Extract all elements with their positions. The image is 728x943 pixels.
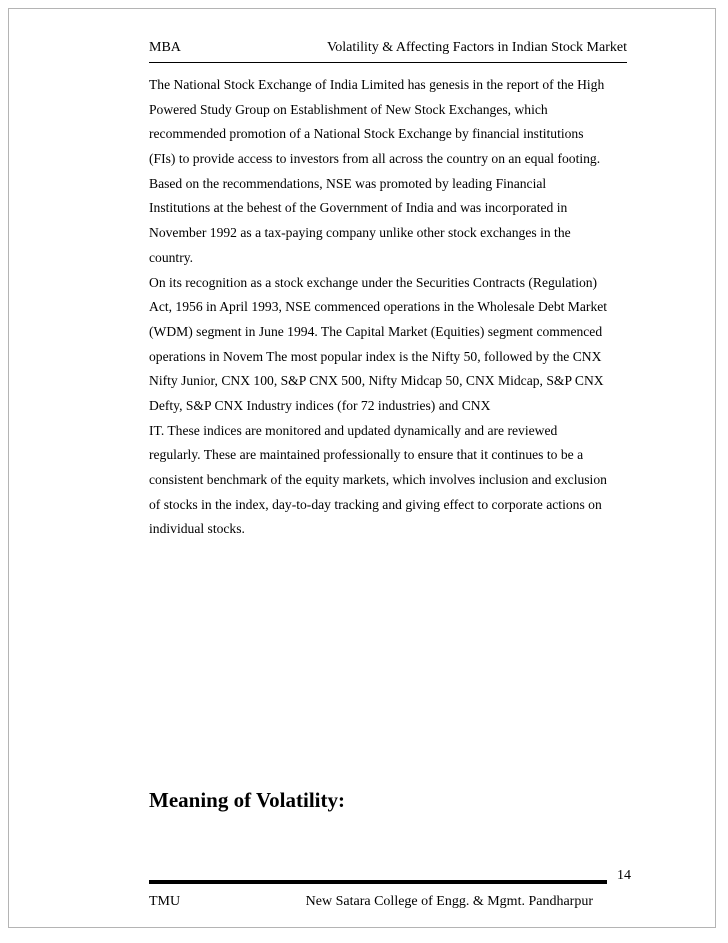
header-course: MBA <box>149 40 181 55</box>
body-line: (WDM) segment in June 1994. The Capital Market (Equities) segment commenced <box>149 323 603 339</box>
footer-university: TMU <box>149 894 181 909</box>
section-heading: Meaning of Volatility: <box>149 788 346 812</box>
body-line: Based on the recommendations, NSE was promoted by leading Financial <box>149 175 547 191</box>
body-line: operations in Novem The most popular index is the Nifty 50, followed by the CNX <box>149 348 602 364</box>
body-line: country. <box>149 249 194 265</box>
body-text <box>149 73 633 542</box>
footer-divider <box>149 880 607 884</box>
body-line: (FIs) to provide access to investors from all across the country on an equal footing. <box>149 151 601 167</box>
header-title: Volatility & Affecting Factors in Indian Stock Market <box>326 40 627 55</box>
body-line: regularly. These are maintained professionally to ensure that it continues to be a <box>149 447 584 463</box>
body-line: Nifty Junior, CNX 100, S&P CNX 500, Nifty Midcap 50, CNX Midcap, S&P CNX <box>149 373 604 389</box>
body-line: Powered Study Group on Establishment of New Stock Exchanges, which <box>149 101 548 117</box>
body-line: Act, 1956 in April 1993, NSE commenced operations in the Wholesale Debt Market <box>149 299 608 315</box>
body-line: Institutions at the behest of the Government of India and was incorporated in <box>149 200 568 216</box>
page-header <box>149 40 627 58</box>
body-line: IT. These indices are monitored and updated dynamically and are reviewed <box>149 422 558 438</box>
body-line: of stocks in the index, day-to-day tracking and giving effect to corporate actions on <box>149 496 602 512</box>
footer-college: New Satara College of Engg. & Mgmt. Pandharpur <box>305 894 593 909</box>
page-footer <box>149 894 593 912</box>
body-line: The National Stock Exchange of India Limited has genesis in the report of the High <box>149 77 605 92</box>
body-line: Defty, S&P CNX Industry indices (for 72 industries) and CNX <box>149 397 491 413</box>
page-number: 14 <box>617 868 631 883</box>
body-line: individual stocks. <box>149 521 245 537</box>
header-divider <box>149 62 627 63</box>
body-line: November 1992 as a tax-paying company unlike other stock exchanges in the <box>149 225 571 241</box>
body-line: On its recognition as a stock exchange under the Securities Contracts (Regulation) <box>149 274 598 290</box>
body-line: consistent benchmark of the equity markets, which involves inclusion and exclusion <box>149 472 607 487</box>
body-line: recommended promotion of a National Stock Exchange by financial institutions <box>149 126 584 142</box>
